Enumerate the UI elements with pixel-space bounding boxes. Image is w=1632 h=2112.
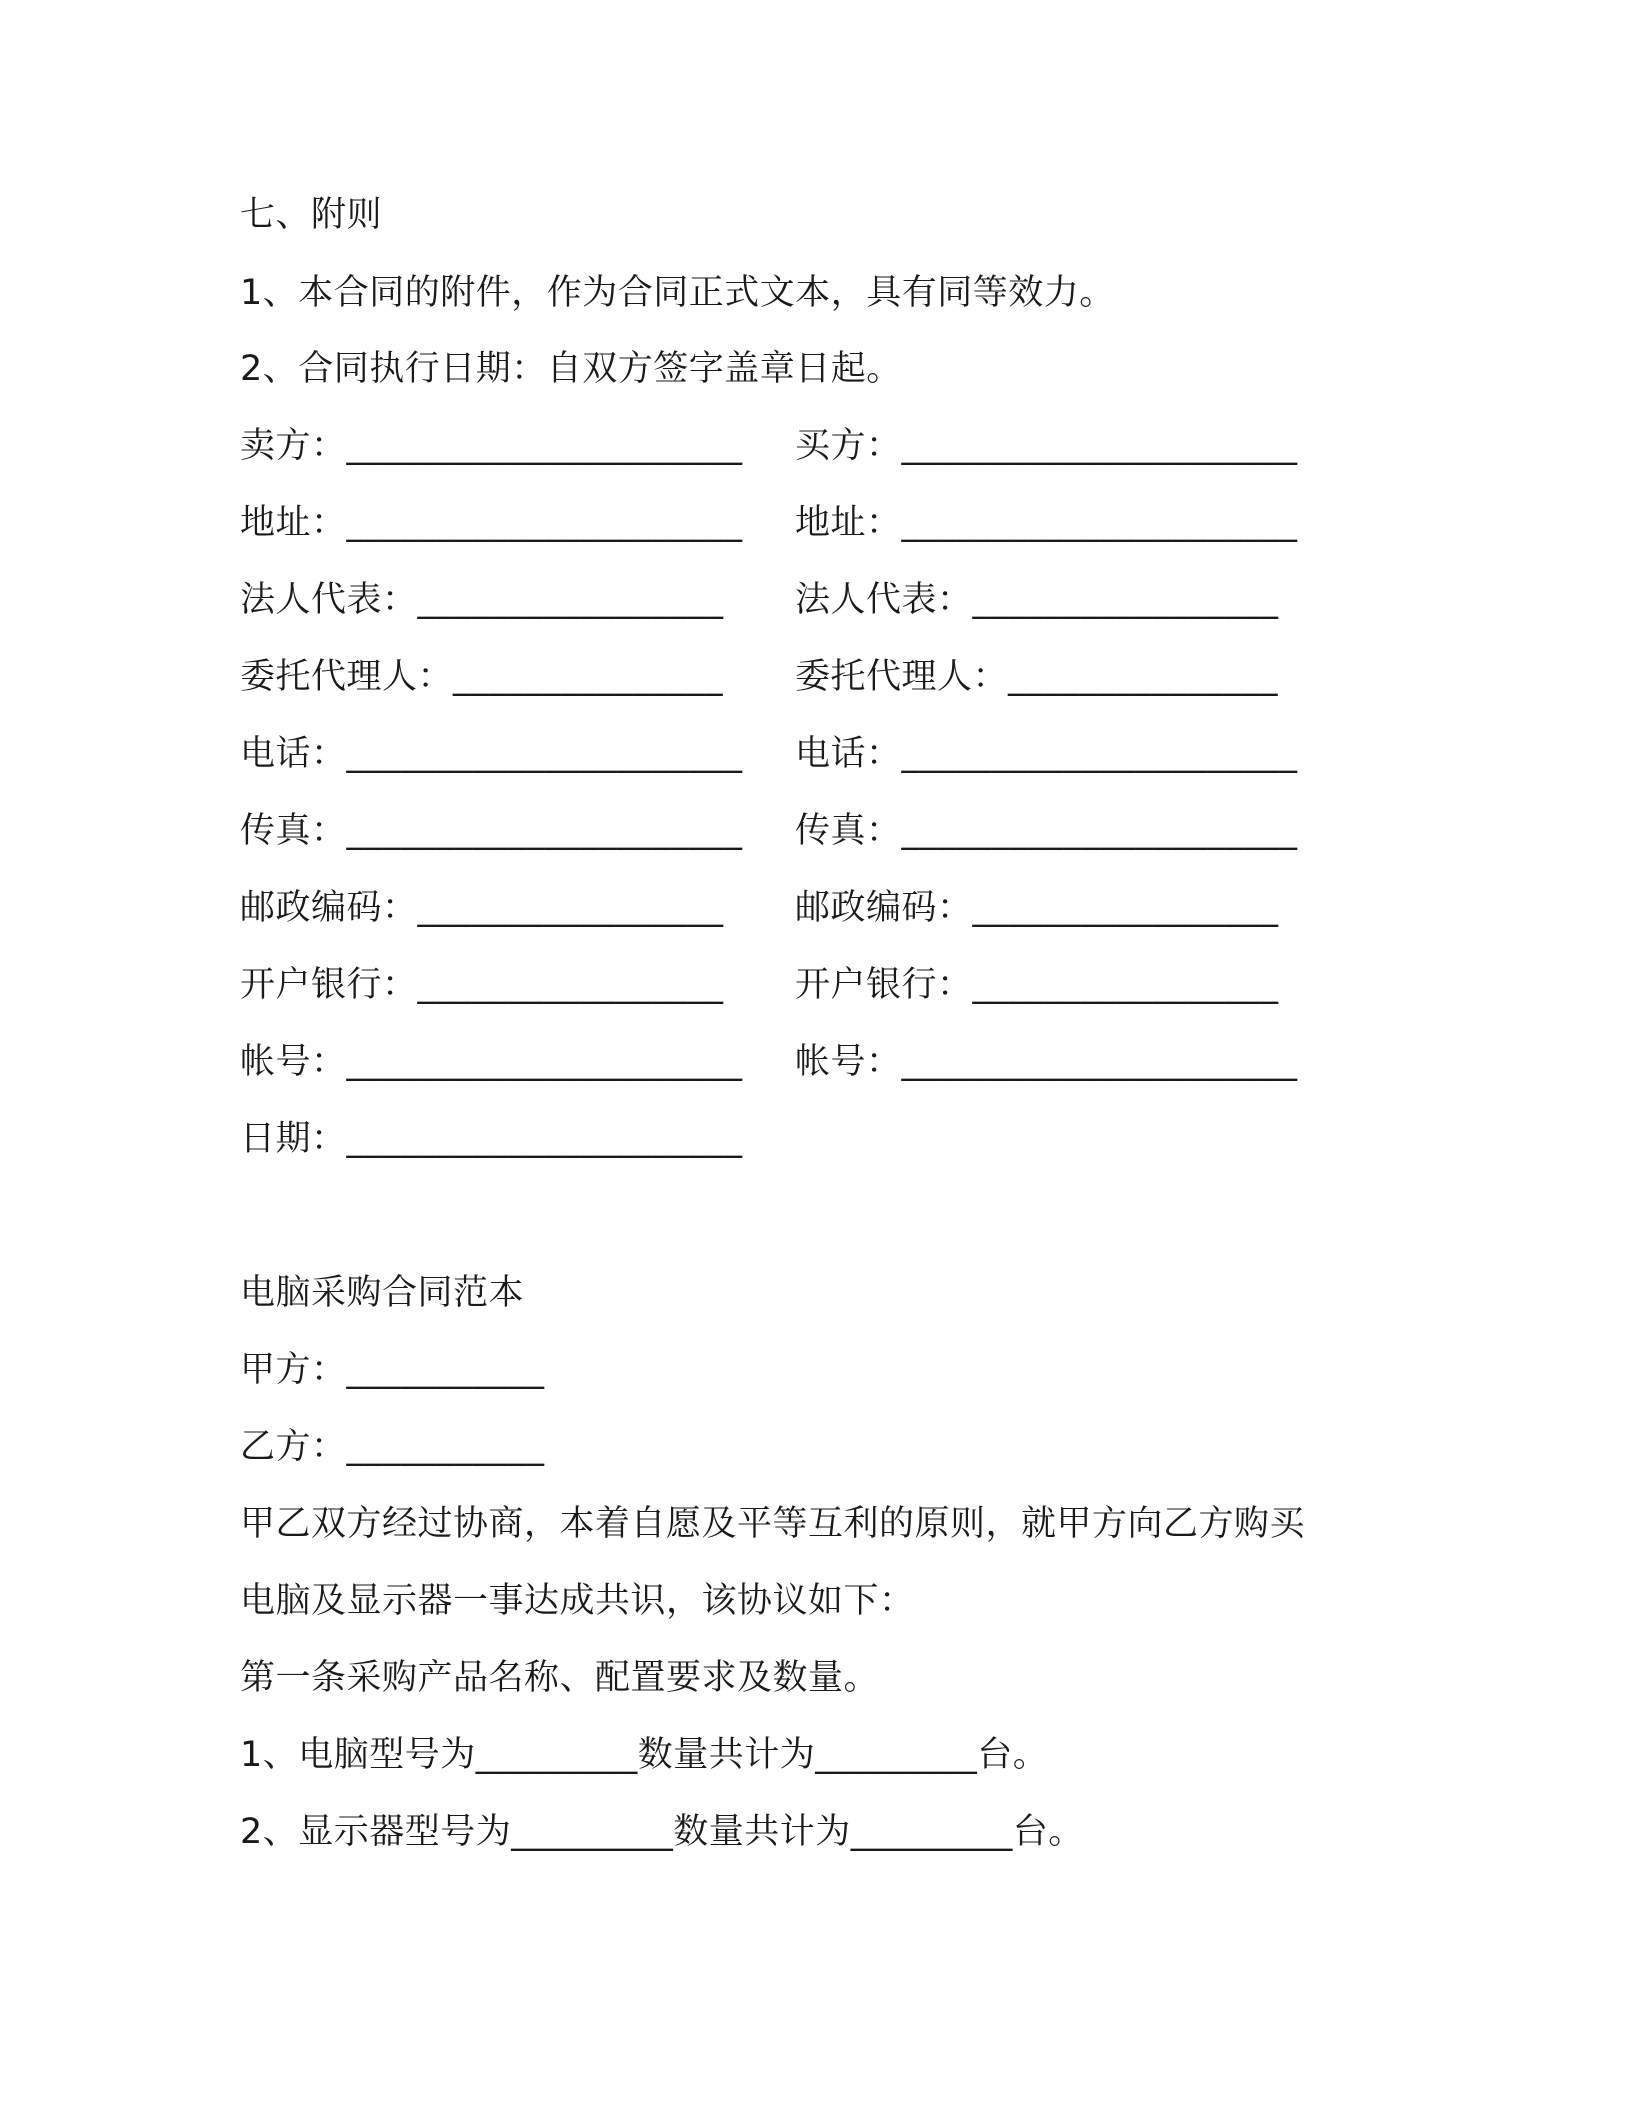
buyer-account-field: 帐号：______________________ — [795, 1042, 1298, 1082]
seller-phone-field: 电话：______________________ — [240, 734, 743, 774]
seller-postcode-field: 邮政编码：_________________ — [240, 888, 724, 928]
seller-agent-field: 委托代理人：_______________ — [240, 657, 724, 697]
seller-account-field: 帐号：______________________ — [240, 1042, 743, 1082]
article-one-heading: 第一条采购产品名称、配置要求及数量。 — [240, 1658, 880, 1698]
buyer-phone-field: 电话：______________________ — [795, 734, 1298, 774]
seller-address-field: 地址：______________________ — [240, 503, 743, 543]
seller-name-field: 卖方：______________________ — [240, 426, 743, 466]
date-field: 日期：______________________ — [240, 1119, 743, 1159]
article-one-item-1: 1、电脑型号为_________数量共计为_________台。 — [240, 1735, 1049, 1775]
buyer-fax-field: 传真：______________________ — [795, 811, 1298, 851]
seller-fax-field: 传真：______________________ — [240, 811, 743, 851]
intro-paragraph-line-2: 电脑及显示器一事达成共识，该协议如下： — [240, 1581, 915, 1621]
clause-2: 2、合同执行日期：自双方签字盖章日起。 — [240, 349, 902, 389]
contract-title: 电脑采购合同范本 — [240, 1273, 525, 1313]
intro-paragraph-line-1: 甲乙双方经过协商，本着自愿及平等互利的原则，就甲方向乙方购买 — [240, 1504, 1306, 1544]
buyer-agent-field: 委托代理人：_______________ — [795, 657, 1279, 697]
buyer-postcode-field: 邮政编码：_________________ — [795, 888, 1279, 928]
party-b-field: 乙方：___________ — [240, 1427, 545, 1467]
section-heading: 七、附则 — [240, 195, 383, 235]
seller-bank-field: 开户银行：_________________ — [240, 965, 724, 1005]
buyer-legal-rep-field: 法人代表：_________________ — [795, 580, 1279, 620]
buyer-address-field: 地址：______________________ — [795, 503, 1298, 543]
buyer-bank-field: 开户银行：_________________ — [795, 965, 1279, 1005]
buyer-name-field: 买方：______________________ — [795, 426, 1298, 466]
party-a-field: 甲方：___________ — [240, 1350, 545, 1390]
article-one-item-2: 2、显示器型号为_________数量共计为_________台。 — [240, 1812, 1084, 1852]
clause-1: 1、本合同的附件，作为合同正式文本，具有同等效力。 — [240, 273, 1115, 313]
seller-legal-rep-field: 法人代表：_________________ — [240, 580, 724, 620]
